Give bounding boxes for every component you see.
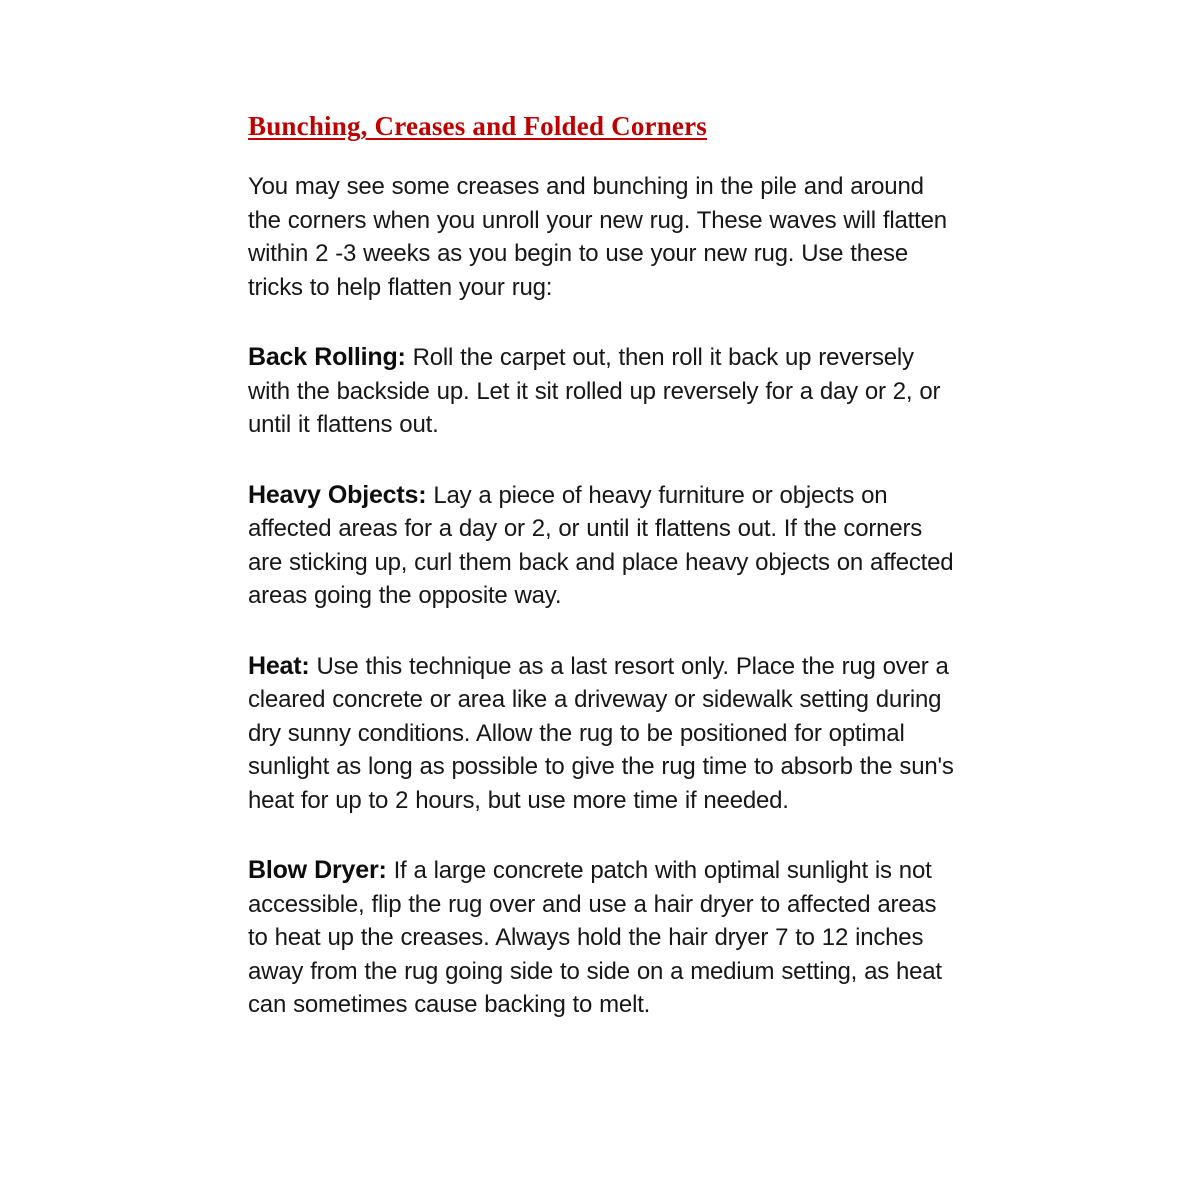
care-tip-paragraph-blow-dryer — [248, 854, 962, 1022]
care-tip-label: Heat: — [248, 651, 310, 680]
care-tip-label: Back Rolling: — [248, 343, 406, 372]
care-tip-text: If a large concrete patch with optimal sunlight is not accessible, flip the rug over and use a hair dryer to affected areas to heat up the creases. Always hold the hair dryer 7 to 12 inches away from the rug going side to side on a medium setting, as heat can sometimes cause backing to melt. — [248, 857, 942, 1019]
intro-paragraph: You may see some creases and bunching in the pile and around the corners when you unroll your new rug. These waves will flatten within 2 -3 weeks as you begin to use your new rug. Use these tricks to help flatten your rug: — [248, 173, 947, 301]
care-tip-text: Lay a piece of heavy furniture or objects on affected areas for a day or 2, or until it flattens out. If the corners are sticking up, curl them back and place heavy objects on affected areas going the opposite way. — [248, 481, 954, 610]
care-tip-paragraph-heat — [248, 650, 962, 818]
document-page — [248, 110, 962, 1059]
care-tip-label: Heavy Objects: — [248, 480, 427, 509]
section-heading: Bunching, Creases and Folded Corners — [248, 111, 708, 141]
care-tip-paragraph-back-rolling — [248, 341, 962, 442]
care-tip-text: Use this technique as a last resort only. Place the rug over a cleared concrete or area like a driveway or sidewalk setting during dry sunny conditions. Allow the rug to be positioned for optimal sunlight as long as possible to give the rug time to absorb the sun's heat for up to 2 hours, but use more time if needed. — [248, 652, 954, 814]
care-tip-label: Blow Dryer: — [248, 856, 387, 885]
care-tip-text: Roll the carpet out, then roll it back up reversely with the backside up. Let it sit rolled up reversely for a day or 2, or until it flattens out. — [248, 344, 941, 439]
care-tip-paragraph-heavy-objects — [248, 479, 962, 613]
